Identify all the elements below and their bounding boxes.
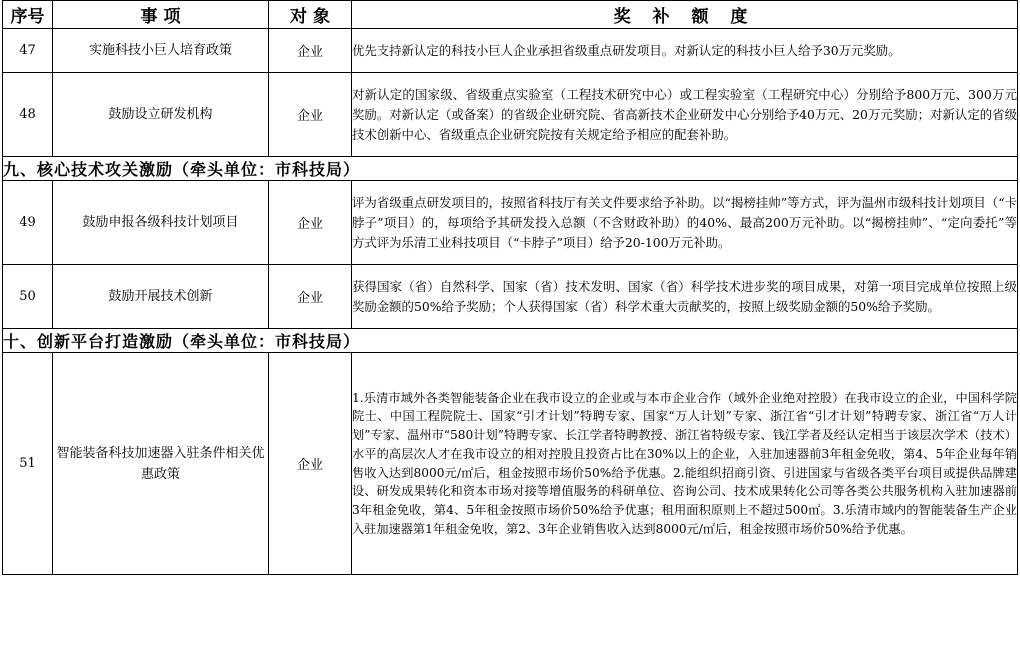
row-item: 鼓励开展技术创新 — [53, 265, 269, 329]
table-row — [3, 73, 1018, 157]
row-item: 智能装备科技加速器入驻条件相关优惠政策 — [53, 353, 269, 575]
row-amount: 优先支持新认定的科技小巨人企业承担省级重点研发项目。对新认定的科技小巨人给予30万元奖励。 — [352, 29, 1018, 73]
policy-table — [2, 0, 1018, 575]
row-number: 48 — [3, 73, 53, 157]
section-title: 十、创新平台打造激励（牵头单位：市科技局） — [3, 329, 1018, 353]
row-amount: 评为省级重点研发项目的，按照省科技厅有关文件要求给予补助。以“揭榜挂帅”等方式，评为温州市级科技计划项目（“卡脖子”项目）的，每项给予其研发投入总额（不含财政补助）的40%、最高200万元补助。以“揭榜挂帅”、“定向委托”等方式评为乐清工业科技项目（“卡脖子”项目）给予20-100万元补助。 — [352, 181, 1018, 265]
row-target: 企业 — [269, 353, 352, 575]
table-row — [3, 265, 1018, 329]
header-target: 对 象 — [269, 1, 352, 29]
header-amount: 奖 补 额 度 — [352, 1, 1018, 29]
row-amount: 对新认定的国家级、省级重点实验室（工程技术研究中心）或工程实验室（工程研究中心）分别给予800万元、300万元奖励。对新认定（或备案）的省级企业研究院、省高新技术企业研发中心分别给予40万元、20万元奖励；对新认定的省级技术创新中心、省级重点企业研究院按有关规定给予相应的配套补助。 — [352, 73, 1018, 157]
table-row — [3, 181, 1018, 265]
table-row — [3, 353, 1018, 575]
table-header-row — [3, 1, 1018, 29]
section-row — [3, 329, 1018, 353]
header-item: 事 项 — [53, 1, 269, 29]
section-row — [3, 157, 1018, 181]
row-number: 51 — [3, 353, 53, 575]
row-target: 企业 — [269, 181, 352, 265]
row-amount: 1.乐清市域外各类智能装备企业在我市设立的企业或与本市企业合作（域外企业绝对控股）在我市设立的企业，中国科学院院士、中国工程院院士、国家“引才计划”特聘专家、国家“万人计划”专家、浙江省“引才计划”特聘专家、浙江省“万人计划”专家、温州市“580计划”特聘专家、长江学者特聘教授、浙江省特级专家、钱江学者及经认定相当于该层次学术（技术）水平的高层次人才在我市设立的相对控股且投资占比在30%以上的企业，入驻加速器前3年租金免收，第4、5年企业每年销售收入达到8000元/㎡后，租金按照市场价50%给予优惠。2.能组织招商引资、引进国家与省级各类平台项目或提供品牌建设、研发成果转化和资本市场对接等增值服务的科研单位、咨询公司、技术成果转化公司等各类公共服务机构入驻加速器前3年租金免收，第4、5年租金按照市场价50%给予优惠；租用面积原则上不超过500㎡。3.乐清市域内的智能装备生产企业入驻加速器第1年租金免收，第2、3年企业销售收入达到8000元/㎡后，租金按照市场价50%给予优惠。 — [352, 353, 1018, 575]
row-item: 鼓励设立研发机构 — [53, 73, 269, 157]
row-number: 49 — [3, 181, 53, 265]
row-amount: 获得国家（省）自然科学、国家（省）技术发明、国家（省）科学技术进步奖的项目成果，对第一项目完成单位按照上级奖励金额的50%给予奖励；个人获得国家（省）科学术重大贡献奖的，按照上级奖励金额的50%给予奖励。 — [352, 265, 1018, 329]
row-item: 鼓励申报各级科技计划项目 — [53, 181, 269, 265]
header-no: 序号 — [3, 1, 53, 29]
row-target: 企业 — [269, 73, 352, 157]
row-number: 47 — [3, 29, 53, 73]
row-target: 企业 — [269, 265, 352, 329]
table-row — [3, 29, 1018, 73]
row-target: 企业 — [269, 29, 352, 73]
row-item: 实施科技小巨人培育政策 — [53, 29, 269, 73]
row-number: 50 — [3, 265, 53, 329]
section-title: 九、核心技术攻关激励（牵头单位：市科技局） — [3, 157, 1018, 181]
